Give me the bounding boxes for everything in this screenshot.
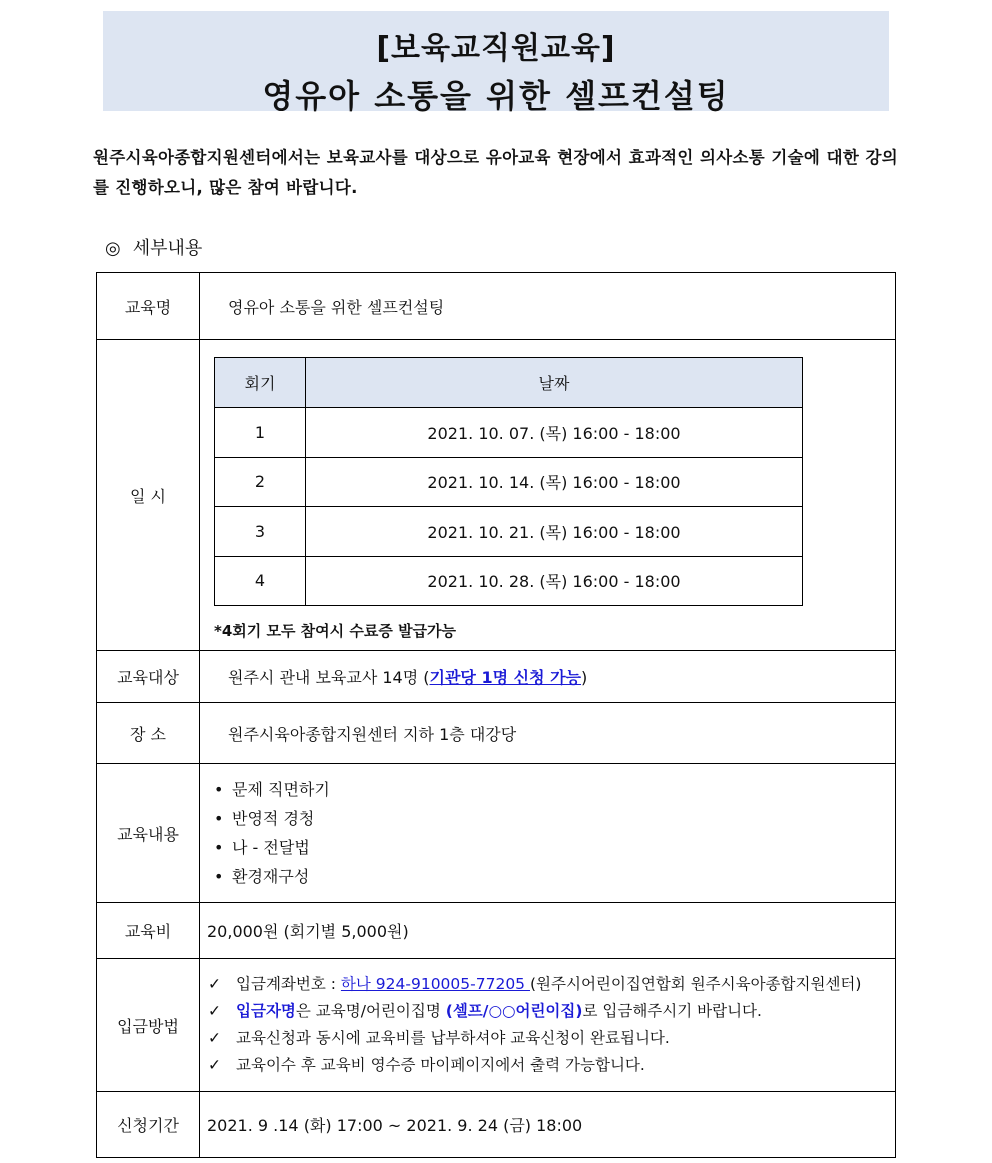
list-item: [214, 804, 895, 833]
schedule-header-row: [215, 358, 803, 408]
schedule-row: [215, 556, 803, 606]
schedule-header-date: 날짜: [306, 358, 803, 408]
payment-cell: [200, 959, 896, 1092]
session-date: 2021. 10. 28. (목) 16:00 - 18:00: [306, 556, 803, 606]
period-value: 2021. 9 .14 (화) 17:00 ~ 2021. 9. 24 (금) 18:00: [200, 1092, 896, 1158]
row-content: [97, 764, 896, 903]
content-cell: [200, 764, 896, 903]
checkmark-icon: ✓: [208, 975, 221, 993]
target-text: 원주시 관내 보육교사 14명 (: [228, 668, 430, 687]
section-heading: [105, 234, 202, 260]
section-heading-label: 세부내용: [132, 238, 203, 259]
schedule-row: [215, 408, 803, 458]
list-item: [214, 862, 895, 891]
page-title: 영유아 소통을 위한 셀프컨설팅: [262, 77, 730, 115]
bullet-icon: •: [214, 867, 224, 886]
certificate-note: *4회기 모두 참여시 수료증 발급가능: [214, 622, 457, 640]
account-holder: (원주시어린이집연합회 원주시육아종합지원센터): [529, 975, 862, 993]
bullet-icon: •: [214, 809, 224, 828]
fee-label: 교육비: [97, 903, 200, 959]
schedule-header-session: 회기: [215, 358, 306, 408]
course-name-value: 영유아 소통을 위한 셀프컨설팅: [200, 273, 896, 340]
session-date: 2021. 10. 14. (목) 16:00 - 18:00: [306, 457, 803, 507]
list-item: [208, 971, 895, 998]
list-item: [208, 998, 895, 1025]
account-number-link[interactable]: 하나 924-910005-77205: [340, 975, 530, 993]
list-item-text: 환경재구성: [232, 867, 310, 886]
bullet-icon: •: [214, 780, 224, 799]
list-item-text: 교육신청과 동시에 교육비를 납부하셔야 교육신청이 완료됩니다.: [236, 1029, 670, 1047]
session-date: 2021. 10. 21. (목) 16:00 - 18:00: [306, 507, 803, 557]
checkmark-icon: ✓: [208, 1029, 221, 1047]
checkmark-icon: ✓: [208, 1002, 221, 1020]
checkmark-icon: ✓: [208, 1056, 221, 1074]
title-category: [보육교직원교육]: [376, 31, 616, 66]
schedule-label: 일 시: [97, 340, 200, 651]
row-target: [97, 651, 896, 703]
depositor-name-highlight: 입금자명: [236, 1002, 296, 1020]
session-number: 3: [215, 507, 306, 557]
depositor-suffix: 로 입금해주시기 바랍니다.: [582, 1002, 762, 1020]
target-label: 교육대상: [97, 651, 200, 703]
location-label: 장 소: [97, 703, 200, 764]
payment-list: [200, 971, 895, 1079]
target-value: [200, 651, 896, 703]
schedule-table: [214, 357, 803, 606]
list-item-text: 문제 직면하기: [232, 780, 330, 799]
schedule-row: [215, 457, 803, 507]
double-circle-icon: ◎: [105, 238, 121, 259]
list-item: [208, 1025, 895, 1052]
title-banner: [103, 11, 889, 115]
bullet-icon: •: [214, 838, 224, 857]
schedule-cell: [200, 340, 896, 651]
row-payment: [97, 959, 896, 1092]
session-date: 2021. 10. 07. (목) 16:00 - 18:00: [306, 408, 803, 458]
content-list: [200, 775, 895, 891]
session-number: 2: [215, 457, 306, 507]
details-table: [96, 272, 896, 1158]
schedule-row: [215, 507, 803, 557]
list-item: [208, 1052, 895, 1079]
session-number: 4: [215, 556, 306, 606]
row-course-name: [97, 273, 896, 340]
list-item: [214, 833, 895, 862]
row-fee: [97, 903, 896, 959]
content-label: 교육내용: [97, 764, 200, 903]
fee-value: 20,000원 (회기별 5,000원): [200, 903, 896, 959]
list-item-text: 반영적 경청: [232, 809, 315, 828]
list-item: [214, 775, 895, 804]
depositor-text: 은 교육명/어린이집명: [295, 1002, 446, 1020]
depositor-example: (셀프/○○어린이집): [445, 1002, 583, 1020]
account-label: 입금계좌번호 :: [236, 975, 341, 993]
session-number: 1: [215, 408, 306, 458]
row-schedule: [97, 340, 896, 651]
course-name-label: 교육명: [97, 273, 200, 340]
location-value: 원주시육아종합지원센터 지하 1층 대강당: [200, 703, 896, 764]
list-item-text: 나 - 전달법: [232, 838, 310, 857]
intro-paragraph: 원주시육아종합지원센터에서는 보육교사를 대상으로 유아교육 현장에서 효과적인 의사소통 기술에 대한 강의를 진행하오니, 많은 참여 바랍니다.: [93, 148, 898, 197]
target-limit-link[interactable]: 기관당 1명 신청 가능: [429, 668, 582, 687]
list-item-text: 교육이수 후 교육비 영수증 마이페이지에서 출력 가능합니다.: [236, 1056, 645, 1074]
row-location: [97, 703, 896, 764]
row-period: [97, 1092, 896, 1158]
target-suffix: ): [581, 668, 588, 687]
period-label: 신청기간: [97, 1092, 200, 1158]
payment-label: 입금방법: [97, 959, 200, 1092]
